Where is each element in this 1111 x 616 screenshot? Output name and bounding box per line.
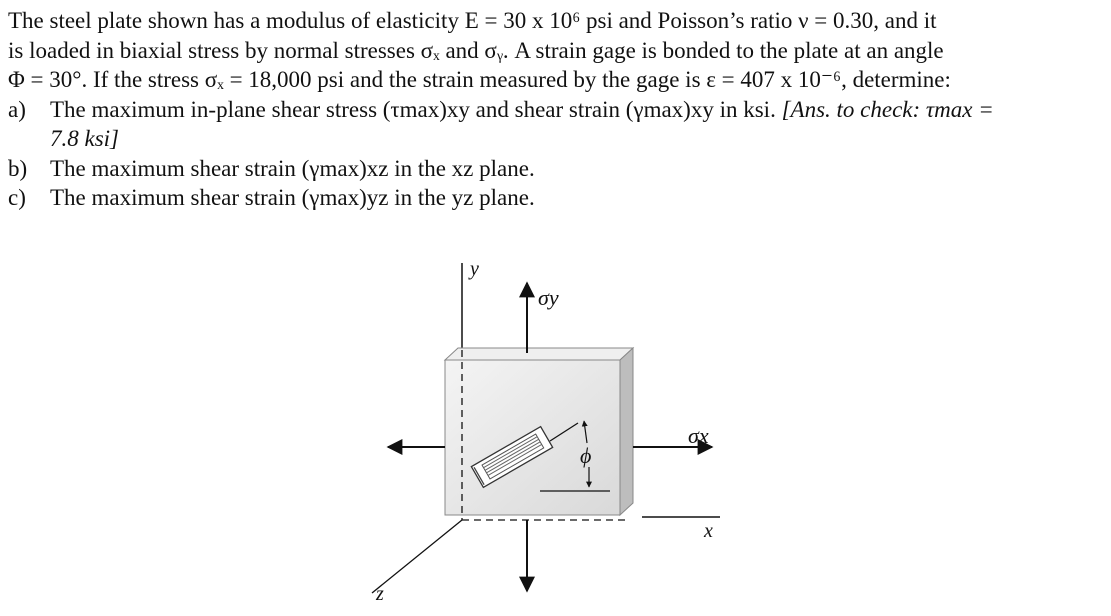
- question-a-label: a): [8, 96, 26, 122]
- z-axis-label: z: [376, 583, 384, 605]
- question-b-text: The maximum shear strain (γmax)xz in the xz plane.: [50, 155, 535, 181]
- plate-figure: [370, 255, 750, 605]
- angle-label: ϕ: [580, 443, 592, 468]
- question-a-text: The maximum in-plane shear stress (τmax)xy and shear strain (γmax)xy in ksi.: [50, 96, 776, 122]
- question-a-answer-cont: 7.8 ksi]: [50, 126, 119, 151]
- question-a-answer: [Ans. to check: τmax =: [781, 96, 994, 122]
- x-axis-label: x: [704, 520, 713, 542]
- sigma-y-label: σy: [538, 285, 559, 310]
- problem-statement: [8, 6, 1098, 213]
- z-axis-line: [372, 520, 462, 593]
- question-c-label: c): [8, 185, 26, 210]
- problem-line-1: The steel plate shown has a modulus of elasticity E = 30 x 10⁶ psi and Poisson’s ratio ν = 0.30, and it: [8, 8, 937, 33]
- problem-line-2: is loaded in biaxial stress by normal stresses σₓ and σᵧ. A strain gage is bonded to the plate at an angle: [8, 37, 944, 63]
- sigma-x-label: σx: [688, 423, 709, 448]
- question-b: [8, 154, 1098, 184]
- question-c-text: The maximum shear strain (γmax)yz in the yz plane.: [50, 185, 535, 210]
- question-c: [8, 183, 1098, 213]
- question-a: [8, 95, 1098, 154]
- question-b-label: b): [8, 155, 28, 181]
- problem-line-3: Φ = 30°. If the stress σₓ = 18,000 psi and the strain measured by the gage is ε = 407 x 10⁻⁶, determine:: [8, 67, 951, 92]
- y-axis-label: y: [470, 258, 479, 280]
